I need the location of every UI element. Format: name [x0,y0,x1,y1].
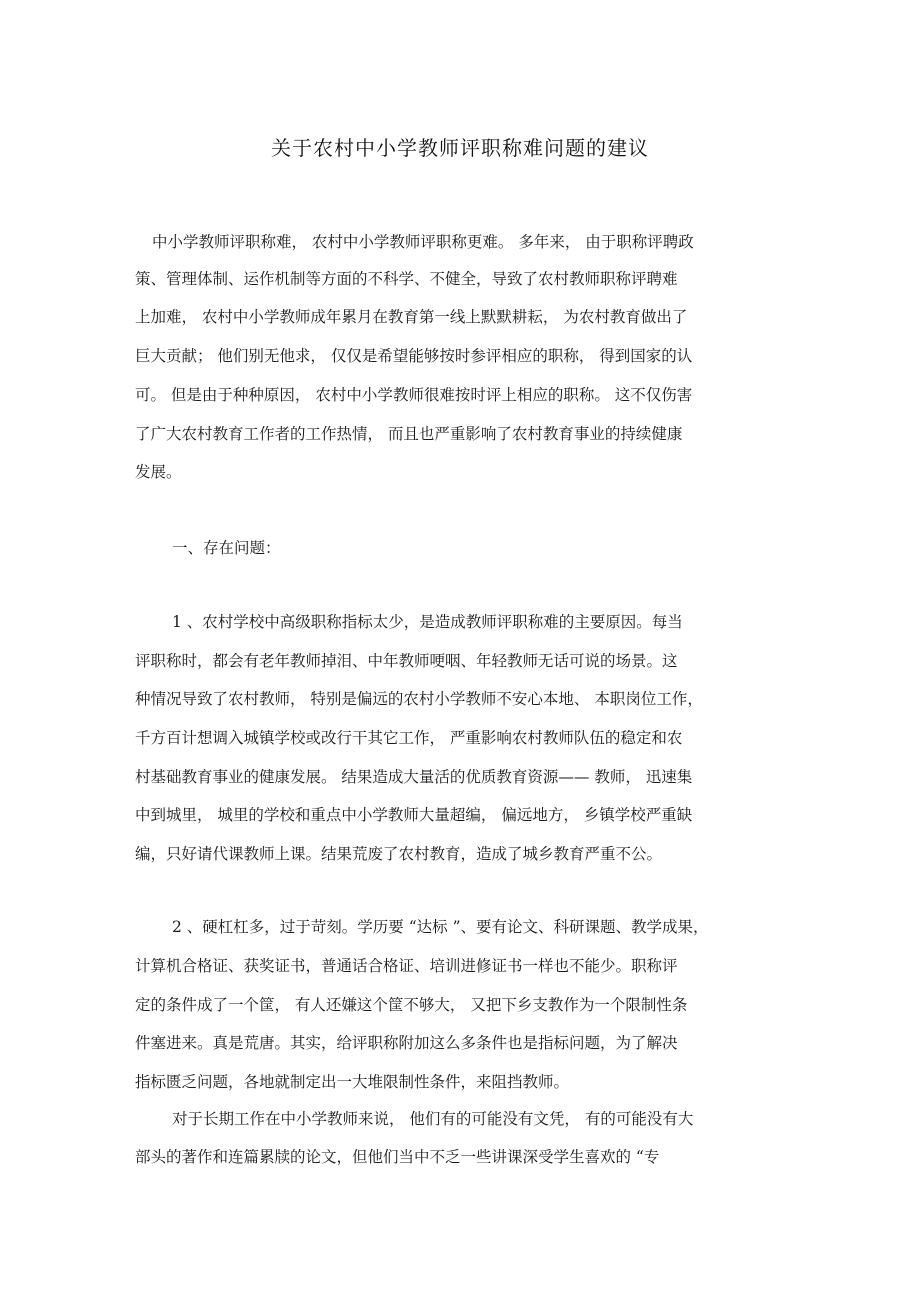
intro-line-2: 策、管理体制、运作机制等方面的不科学、不健全，导致了农村教师职称评聘难 [135,270,678,288]
point1-line-7: 编，只好请代课教师上课。结果荒废了农村教育，造成了城乡教育严重不公。 [135,845,663,863]
intro-line-7: 发展。 [135,463,182,481]
point2-line-5: 指标匮乏问题，各地就制定出一大堆限制性条件，来阻挡教师。 [135,1073,570,1091]
document-title: 关于农村中小学教师评职称难问题的建议 [271,136,649,160]
point1-line-2: 评职称时，都会有老年教师掉泪、中年教师哽咽、年轻教师无话可说的场景。这 [135,652,678,670]
point1-line-5: 村基础教育事业的健康发展。 结果造成大量活的优质教育资源—— 教师， 迅速集 [135,768,693,786]
intro-line-3: 上加难， 农村中小学教师成年累月在教育第一线上默默耕耘， 为农村教育做出了 [135,308,688,326]
section-heading: 一、存在问题： [172,539,281,557]
closing-line-2: 部头的著作和连篇累牍的论文，但他们当中不乏一些讲课深受学生喜欢的 “专 [135,1148,660,1166]
point1-line-1: 1 、农村学校中高级职称指标太少，是造成教师评职称难的主要原因。每当 [172,613,683,631]
point1-line-6: 中到城里， 城里的学校和重点中小学教师大量超编， 偏远地方， 乡镇学校严重缺 [135,806,693,824]
intro-line-4: 巨大贡献； 他们别无他求， 仅仅是希望能够按时参评相应的职称， 得到国家的认 [135,347,693,365]
point2-line-3: 定的条件成了一个筐， 有人还嫌这个筐不够大， 又把下乡支教作为一个限制性条 [135,996,688,1014]
point2-line-4: 件塞进来。真是荒唐。其实，给评职称附加这么多条件也是指标问题，为了解决 [135,1034,678,1052]
point2-line-1: 2 、硬杠杠多，过于苛刻。学历要 “达标 ”、要有论文、科研课题、教学成果， [172,918,709,936]
closing-line-1: 对于长期工作在中小学教师来说， 他们有的可能没有文凭， 有的可能没有大 [172,1110,694,1128]
point1-line-3: 种情况导致了农村教师， 特别是偏远的农村小学教师不安心本地、 本职岗位工作， [135,690,703,708]
intro-line-5: 可。 但是由于种种原因， 农村中小学教师很难按时评上相应的职称。 这不仅伤害 [135,386,693,404]
intro-line-1: 中小学教师评职称难， 农村中小学教师评职称更难。 多年来， 由于职称评聘政 [152,233,694,251]
intro-line-6: 了广大农村教育工作者的工作热情， 而且也严重影响了农村教育事业的持续健康 [135,425,683,443]
point1-line-4: 千方百计想调入城镇学校或改行干其它工作， 严重影响农村教师队伍的稳定和农 [135,729,683,747]
point2-line-2: 计算机合格证、获奖证书，普通话合格证、培训进修证书一样也不能少。职称评 [135,957,678,975]
